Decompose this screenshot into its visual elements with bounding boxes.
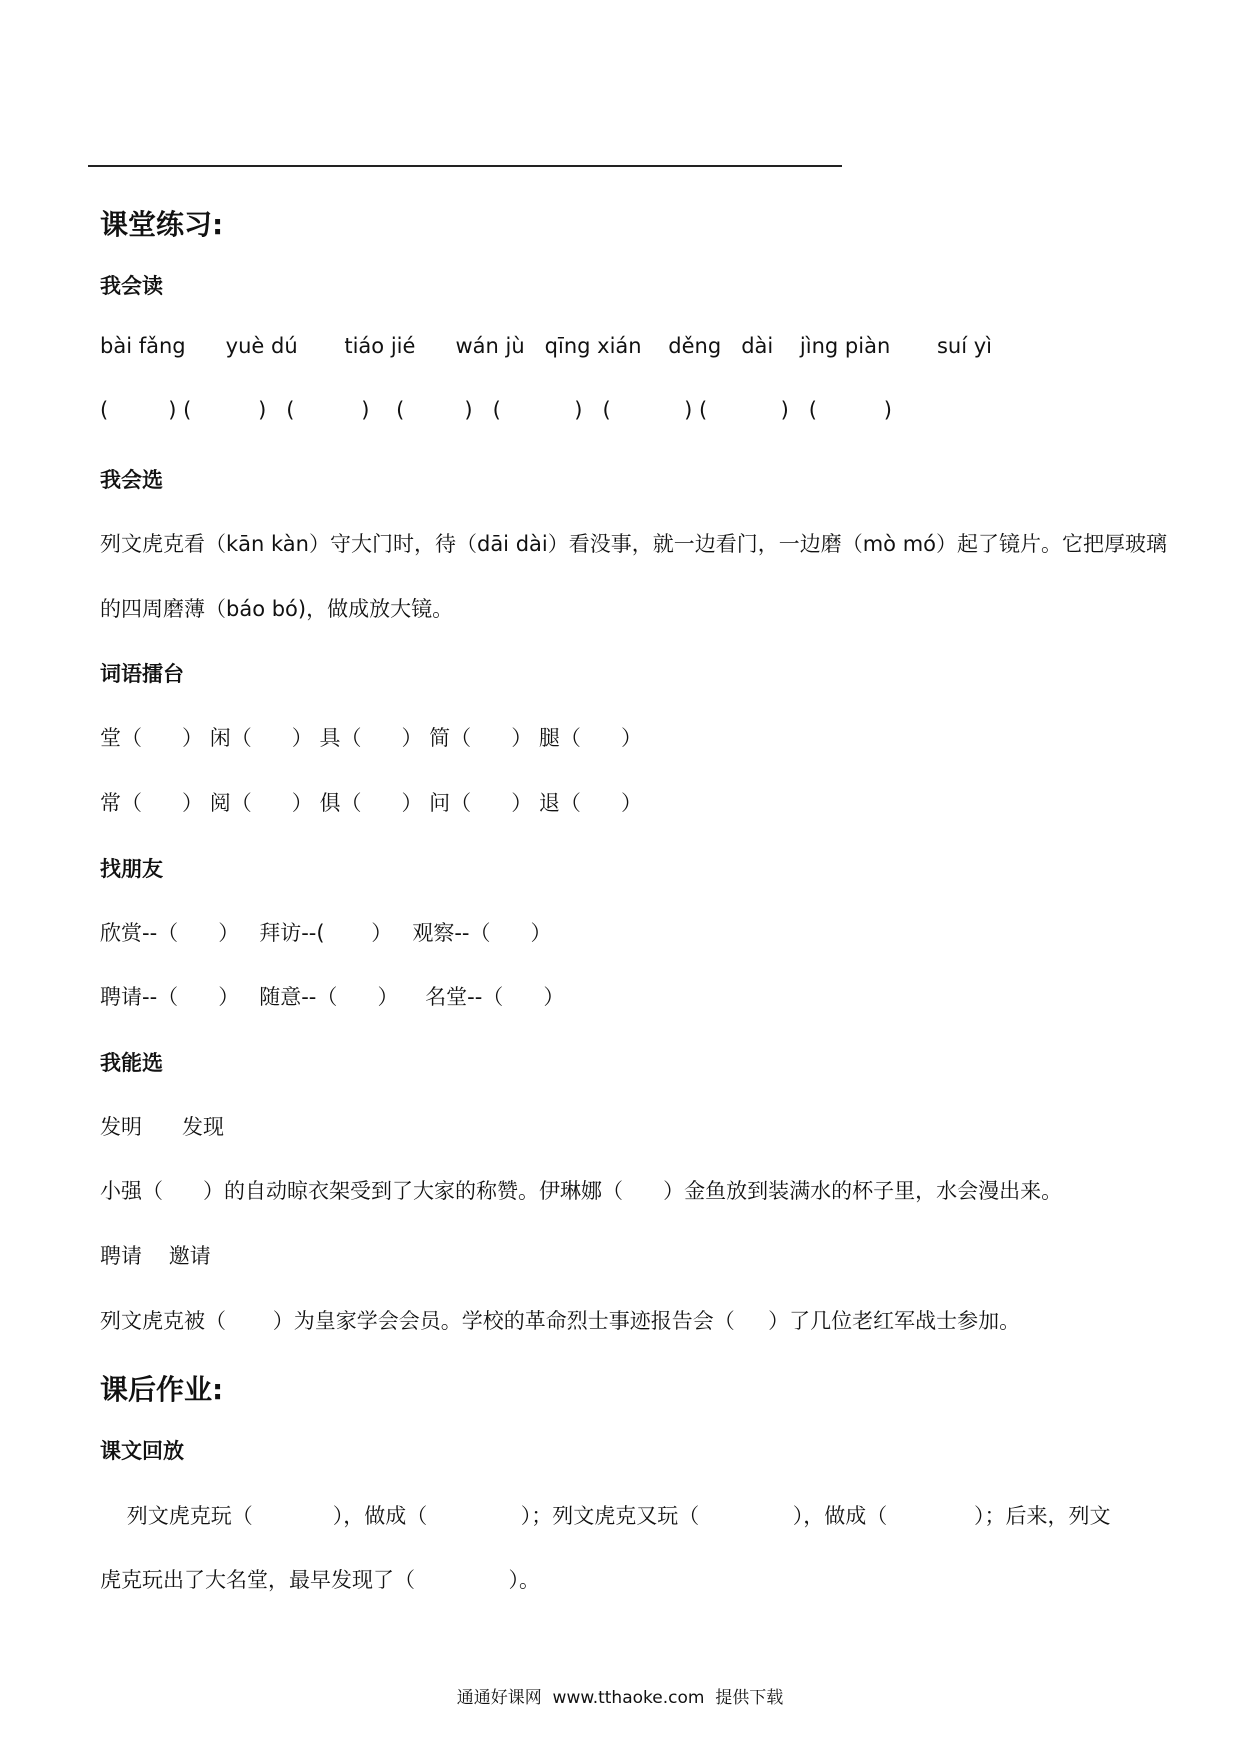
pinyin-line: bài fǎng yuè dú tiáo jié wán jù qīng xián děng dài jìng piàn suí yì [100,334,993,358]
homework-title: 课后作业: [100,1373,224,1406]
choose-pronunciation-line-1: 列文虎克看（kān kàn）守大门时，待（dāi dài）看没事，就一边看门，一边磨（mò mó）起了镜片。它把厚玻璃 [100,532,1168,556]
find-friends-line-1: 欣赏--（ ） 拜访--( ） 观察--（ ） [100,921,552,945]
can-choose-options-2: 聘请 邀请 [100,1244,211,1268]
can-choose-heading: 我能选 [100,1051,163,1075]
review-line-2: 虎克玩出了大名堂，最早发现了（ ）。 [100,1568,540,1592]
reading-heading: 我会读 [100,274,163,298]
word-arena-heading: 词语擂台 [100,662,184,686]
top-divider [88,165,842,167]
word-arena-line-2: 常（ ） 阅（ ） 俱（ ） 问（ ） 退（ ） [100,791,642,815]
choose-pronunciation-line-2: 的四周磨薄（báo bó)，做成放大镜。 [100,597,454,621]
practice-title: 课堂练习: [100,208,224,241]
review-heading: 课文回放 [100,1439,184,1463]
pinyin-blanks-line: ( ) ( ) ( ) ( ) ( ) ( ) ( ) ( ) [100,398,892,422]
choose-pronunciation-heading: 我会选 [100,468,163,492]
find-friends-heading: 找朋友 [100,857,163,881]
review-line-1: 列文虎克玩（ ），做成（ ）；列文虎克又玩（ ），做成（ ）；后来，列文 [100,1504,1111,1528]
find-friends-line-2: 聘请--（ ） 随意--（ ） 名堂--（ ） [100,985,565,1009]
can-choose-sentence-2: 列文虎克被（ ）为皇家学会会员。学校的革命烈士事迹报告会（ ）了几位老红军战士参加。 [100,1309,1021,1333]
word-arena-line-1: 堂（ ） 闲（ ） 具（ ） 简（ ） 腿（ ） [100,726,642,750]
can-choose-options-1: 发明 发现 [100,1115,225,1139]
footer-credit: 通通好课网 www.tthaoke.com 提供下载 [456,1688,784,1708]
can-choose-sentence-1: 小强（ ）的自动晾衣架受到了大家的称赞。伊琳娜（ ）金鱼放到装满水的杯子里，水会漫出来。 [100,1179,1063,1203]
